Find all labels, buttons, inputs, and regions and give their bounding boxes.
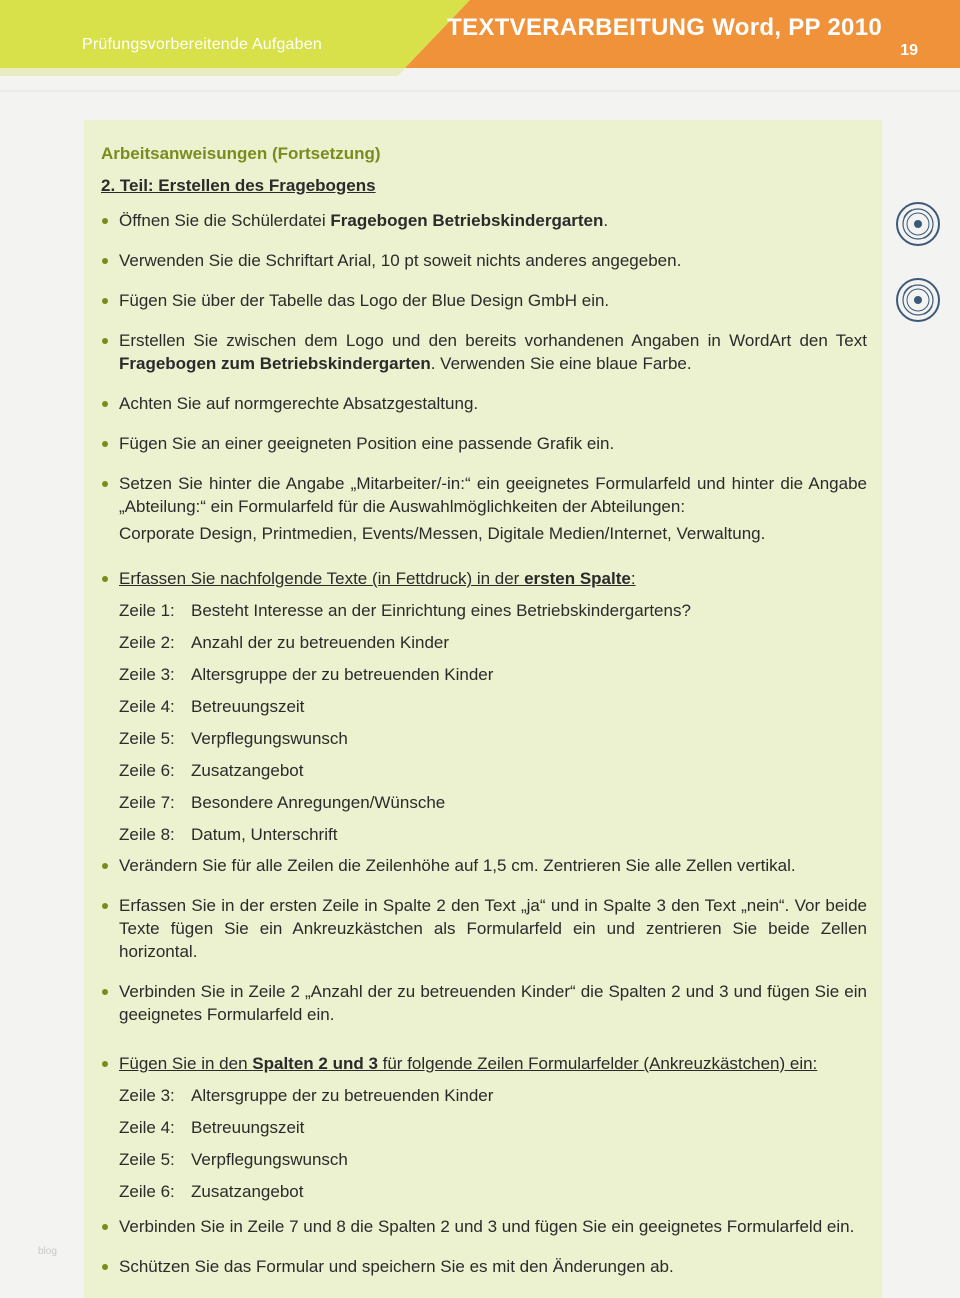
cd-icon bbox=[894, 200, 942, 248]
row-label: Zeile 1: bbox=[119, 600, 175, 620]
row-label: Zeile 7: bbox=[119, 792, 175, 812]
instructions bbox=[101, 142, 867, 1295]
row-text: Zusatzangebot bbox=[191, 760, 304, 780]
department-list: Corporate Design, Printmedien, Events/Messen, Digitale Medien/Internet, Verwaltung. bbox=[119, 524, 766, 543]
row-text: Datum, Unterschrift bbox=[191, 824, 338, 844]
instruction-item bbox=[101, 329, 867, 375]
item-text: : bbox=[630, 569, 636, 588]
instruction-item: Verbinden Sie in Zeile 7 und 8 die Spalten 2 und 3 und fügen Sie ein geeignetes Formularfeld ein. bbox=[101, 1215, 867, 1238]
row-label: Zeile 2: bbox=[119, 632, 175, 652]
row-text: Besteht Interesse an der Einrichtung eines Betriebskindergartens? bbox=[191, 600, 691, 620]
row-label: Zeile 6: bbox=[119, 1181, 175, 1201]
instruction-item: Fügen Sie an einer geeigneten Position eine passende Grafik ein. bbox=[101, 432, 867, 455]
list-item bbox=[119, 722, 867, 754]
instruction-item bbox=[101, 567, 867, 850]
item-text: Öffnen Sie die Schülerdatei bbox=[119, 211, 331, 230]
row-label: Zeile 3: bbox=[119, 1085, 175, 1105]
instruction-item bbox=[101, 1052, 867, 1207]
item-text: Erfassen Sie nachfolgende Texte (in Fettdruck) in der bbox=[119, 569, 525, 588]
row-text: Verpflegungswunsch bbox=[191, 728, 348, 748]
row-label: Zeile 4: bbox=[119, 696, 175, 716]
item-bold-text: Fragebogen zum Betriebskindergarten bbox=[119, 354, 431, 373]
row-text: Anzahl der zu betreuenden Kinder bbox=[191, 632, 450, 652]
list-item bbox=[119, 818, 867, 850]
instruction-item: Verändern Sie für alle Zeilen die Zeilenhöhe auf 1,5 cm. Zentrieren Sie alle Zellen vertikal. bbox=[101, 854, 867, 877]
list-item bbox=[119, 786, 867, 818]
header-section-label: Prüfungsvorbereitende Aufgaben bbox=[82, 36, 322, 53]
header-title-sub: Word, PP 2010 bbox=[712, 14, 882, 41]
row-list bbox=[119, 594, 867, 850]
list-item bbox=[119, 1079, 599, 1111]
instruction-item: Erfassen Sie in der ersten Zeile in Spalte 2 den Text „ja“ und in Spalte 3 den Text „nein“. Vor beide Texte fügen Sie ein Ankreuzkästchen als Formularfeld ein und zentrieren Sie beide Zellen horizontal. bbox=[101, 894, 867, 963]
list-item bbox=[119, 626, 867, 658]
instruction-item bbox=[101, 209, 867, 232]
instruction-item: Fügen Sie über der Tabelle das Logo der Blue Design GmbH ein. bbox=[101, 289, 867, 312]
row-text: Altersgruppe der zu betreuenden Kinder bbox=[191, 664, 494, 684]
item-text: Setzen Sie hinter die Angabe „Mitarbeiter/-in:“ ein geeignetes Formularfeld und hinter die Angabe „Abteilung:“ ein Formularfeld für die Auswahlmöglichkeiten der Abteilungen: bbox=[119, 474, 867, 516]
row-label: Zeile 4: bbox=[119, 1117, 175, 1137]
row-grid bbox=[119, 1079, 867, 1207]
instruction-item bbox=[101, 472, 867, 545]
row-text: Verpflegungswunsch bbox=[191, 1149, 348, 1169]
watermark: blog bbox=[38, 1246, 57, 1257]
item-bold-text: Spalten 2 und 3 bbox=[252, 1054, 378, 1073]
part-title: 2. Teil: Erstellen des Fragebogens bbox=[101, 176, 376, 195]
list-item bbox=[119, 594, 867, 626]
page-header bbox=[0, 0, 960, 92]
row-label: Zeile 3: bbox=[119, 664, 175, 684]
row-text: Besondere Anregungen/Wünsche bbox=[191, 792, 446, 812]
row-text: Betreuungszeit bbox=[191, 696, 305, 716]
row-text: Betreuungszeit bbox=[191, 1117, 305, 1137]
list-item bbox=[119, 1175, 389, 1207]
cd-icon bbox=[894, 276, 942, 324]
list-item bbox=[119, 754, 867, 786]
row-label: Zeile 8: bbox=[119, 824, 175, 844]
header-title bbox=[447, 14, 882, 42]
row-label: Zeile 5: bbox=[119, 728, 175, 748]
row-text: Zusatzangebot bbox=[191, 1181, 304, 1201]
list-item bbox=[119, 690, 867, 722]
item-bold-text: Fragebogen Betriebskindergarten bbox=[330, 211, 604, 230]
instruction-item: Verwenden Sie die Schriftart Arial, 10 pt soweit nichts anderes angegeben. bbox=[101, 249, 867, 272]
instruction-item: Achten Sie auf normgerechte Absatzgestaltung. bbox=[101, 392, 867, 415]
row-label: Zeile 6: bbox=[119, 760, 175, 780]
list-item bbox=[119, 1143, 599, 1175]
row-text: Altersgruppe der zu betreuenden Kinder bbox=[191, 1085, 494, 1105]
section-title: Arbeitsanweisungen (Fortsetzung) bbox=[101, 144, 381, 163]
item-text: Erstellen Sie zwischen dem Logo und den bereits vorhandenen Angaben in WordArt den Text bbox=[119, 331, 867, 350]
instruction-item: Verbinden Sie in Zeile 2 „Anzahl der zu betreuenden Kinder“ die Spalten 2 und 3 und fügen Sie ein geeignetes Formularfeld ein. bbox=[101, 980, 867, 1026]
item-text: . bbox=[603, 211, 609, 230]
header-title-main: TEXTVERARBEITUNG bbox=[447, 14, 706, 41]
instruction-item: Schützen Sie das Formular und speichern Sie es mit den Änderungen ab. bbox=[101, 1255, 867, 1278]
page-number: 19 bbox=[900, 42, 918, 59]
item-bold-text: ersten Spalte bbox=[524, 569, 631, 588]
list-item bbox=[119, 658, 867, 690]
row-label: Zeile 5: bbox=[119, 1149, 175, 1169]
list-item bbox=[119, 1111, 389, 1143]
item-text: für folgende Zeilen Formularfelder (Ankreuzkästchen) ein: bbox=[377, 1054, 818, 1073]
item-text: . Verwenden Sie eine blaue Farbe. bbox=[430, 354, 692, 373]
item-text: Fügen Sie in den bbox=[119, 1054, 253, 1073]
